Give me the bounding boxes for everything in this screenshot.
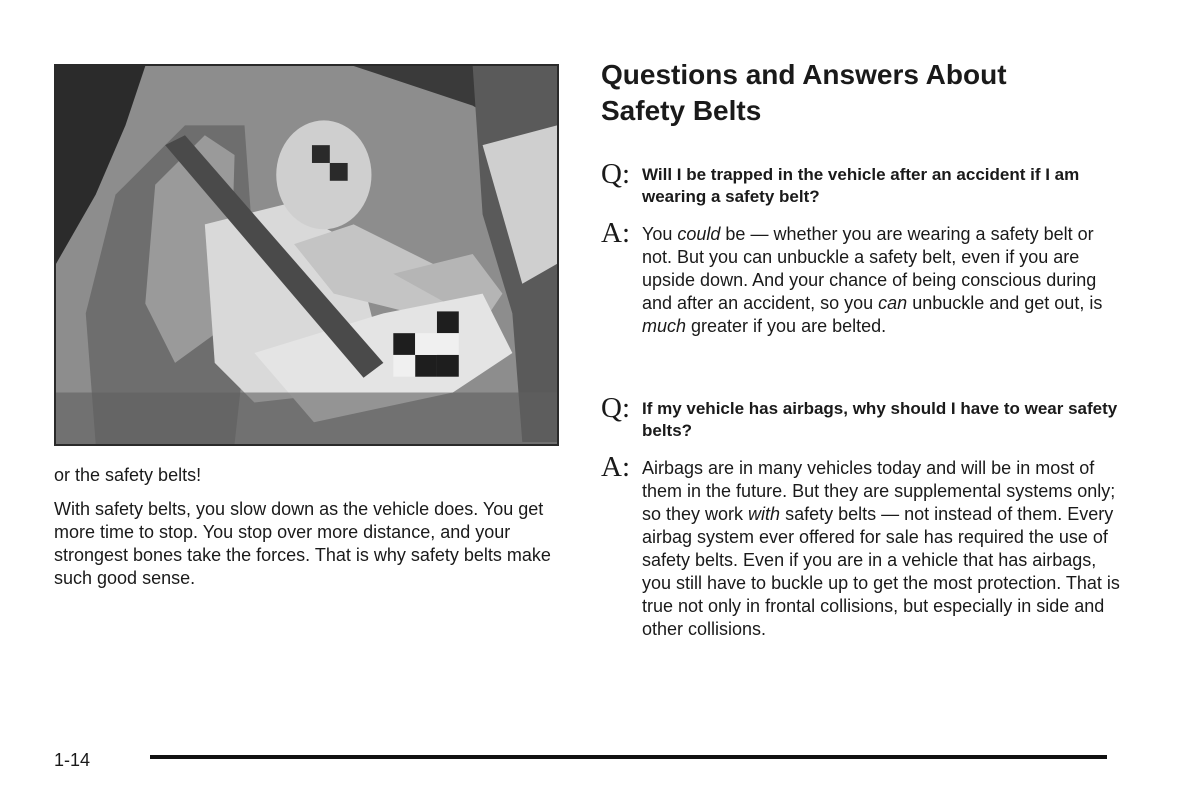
qa-block-1 xyxy=(601,158,1121,338)
answer-segment: Airbags are in many vehicles today and will be in most of them in the future. But they are supplemental systems only; so they work xyxy=(642,458,1116,524)
answer-row xyxy=(601,451,1121,641)
answer-segment: be — whether you are wearing a safety belt or not. But you can unbuckle a safety belt, even if you are upside down. And your chance of being conscious during and after an accident, so you xyxy=(642,224,1097,313)
question-row xyxy=(601,392,1121,442)
qa-block-2 xyxy=(601,392,1121,641)
paragraph: or the safety belts! xyxy=(54,465,202,485)
answer-emphasis: with xyxy=(748,504,781,524)
section-heading xyxy=(601,57,1121,129)
answer-row xyxy=(601,217,1121,338)
heading-line-1: Questions and Answers About xyxy=(601,59,1007,90)
a-mark: A: xyxy=(601,451,630,483)
answer-segment: unbuckle and get out, is xyxy=(907,293,1103,313)
a-mark: A: xyxy=(601,217,630,249)
footer-rule xyxy=(150,755,1107,759)
crash-test-dummy-image xyxy=(56,66,557,444)
q-mark: Q: xyxy=(601,392,630,424)
question-text: Will I be trapped in the vehicle after an accident if I am wearing a safety belt? xyxy=(642,165,1080,206)
page-number: 1-14 xyxy=(54,750,91,770)
answer-text xyxy=(642,223,1121,338)
answer-segment: safety belts — not instead of them. Every airbag system ever offered for sale has required the use of safety belts. Even if you are in a vehicle that has airbags, you still have to buckle up to get the most protection. That is true not only in frontal collisions, but especially in side and other collisions. xyxy=(642,504,1120,639)
question-row xyxy=(601,158,1121,208)
heading-line-2: Safety Belts xyxy=(601,95,762,126)
answer-segment: You xyxy=(642,224,678,244)
answer-text xyxy=(642,457,1121,641)
answer-emphasis: much xyxy=(642,316,687,336)
answer-emphasis: can xyxy=(878,293,908,313)
answer-emphasis: could xyxy=(677,224,721,244)
crash-test-photo xyxy=(54,64,559,446)
question-text: If my vehicle has airbags, why should I have to wear safety belts? xyxy=(642,399,1118,440)
answer-segment: greater if you are belted. xyxy=(686,316,887,336)
left-column-text xyxy=(54,464,566,601)
paragraph: With safety belts, you slow down as the vehicle does. You get more time to stop. You stop over more distance, and your strongest bones take the forces. That is why safety belts make such good sense. xyxy=(54,499,551,588)
q-mark: Q: xyxy=(601,158,630,190)
